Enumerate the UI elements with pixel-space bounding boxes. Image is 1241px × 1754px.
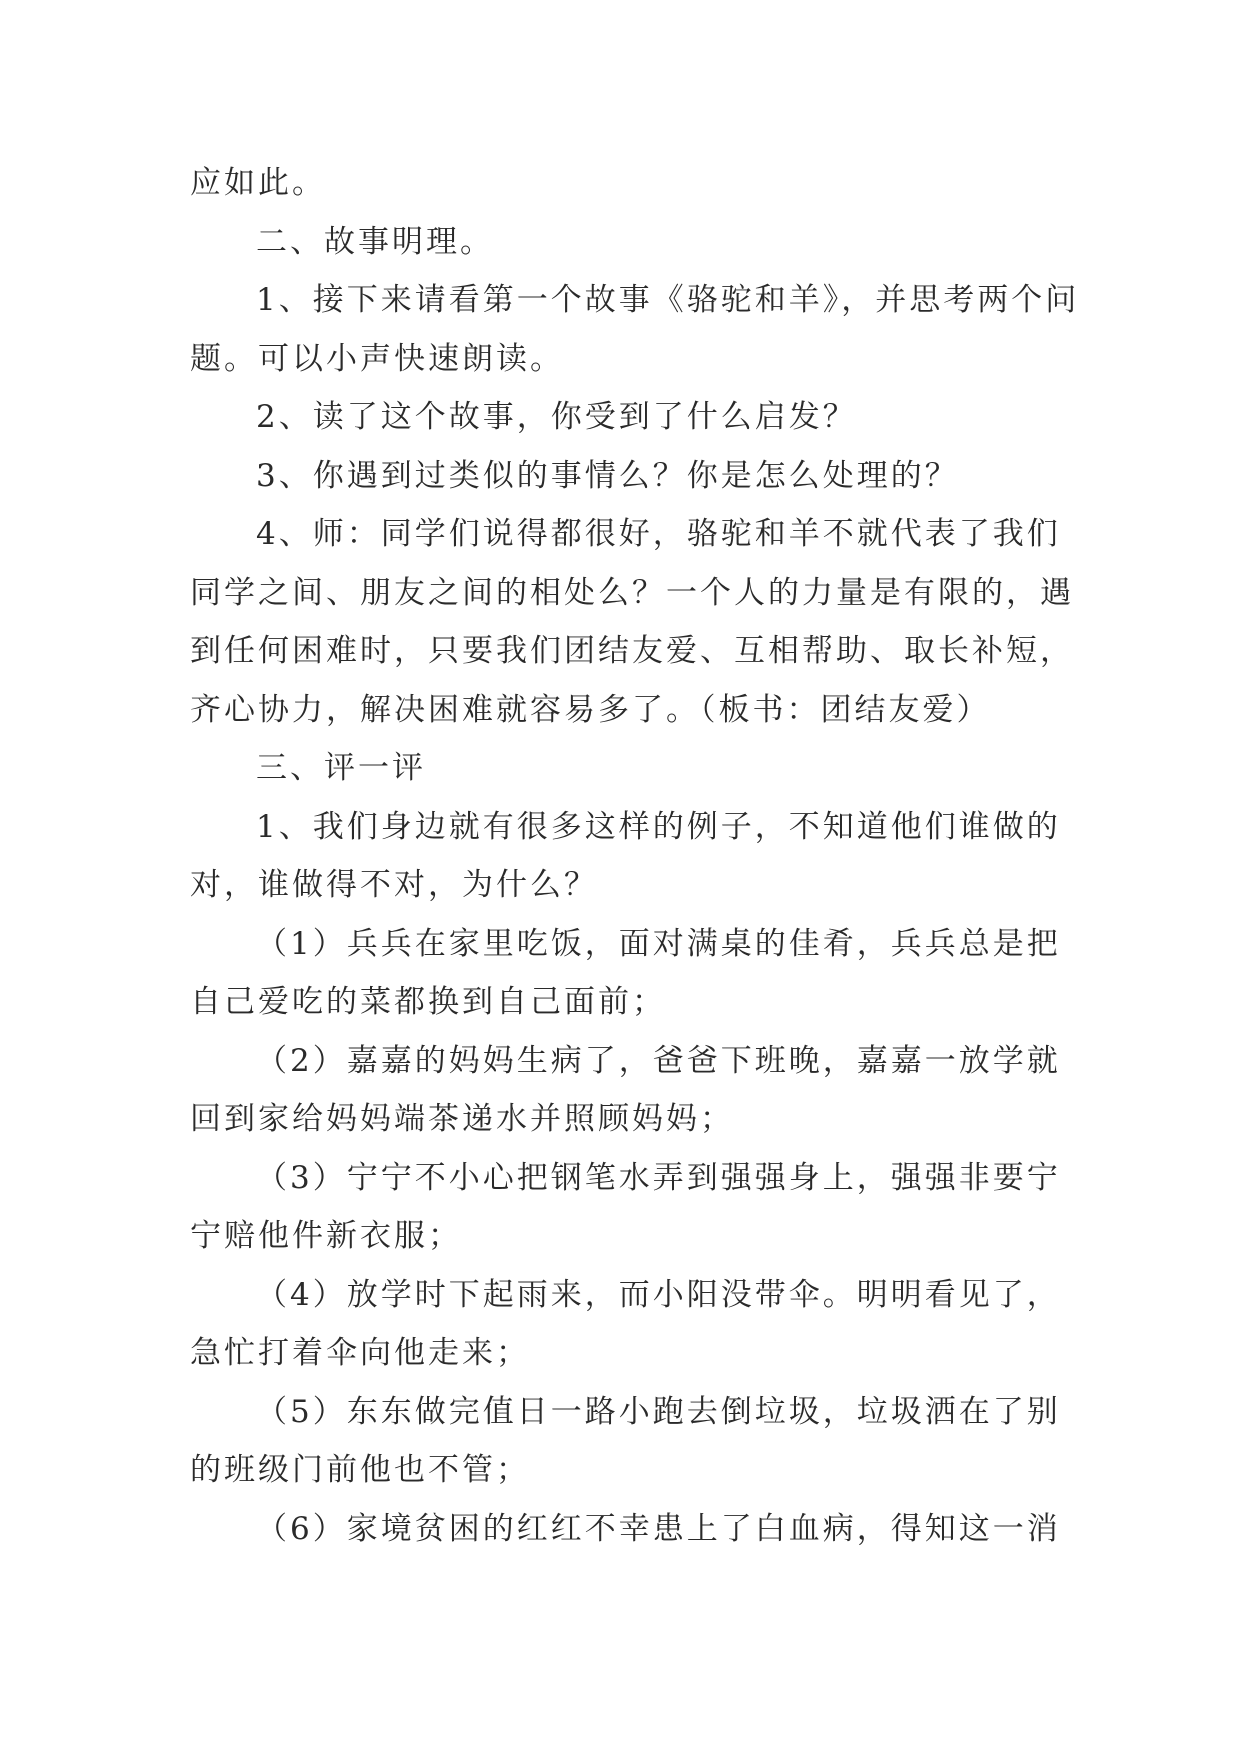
section-heading-story: 二、故事明理。 bbox=[256, 223, 494, 260]
text-line: 回到家给妈妈端茶递水并照顾妈妈； bbox=[190, 1101, 734, 1137]
document-body bbox=[190, 154, 1080, 1558]
text-line: 题。可以小声快速朗读。 bbox=[190, 340, 564, 377]
text-line: 的班级门前他也不管； bbox=[190, 1452, 530, 1488]
text-line: 应如此。 bbox=[190, 165, 326, 201]
text-line: （1）兵兵在家里吃饭，面对满桌的佳肴，兵兵总是把 bbox=[256, 925, 1061, 962]
text-line: 对，谁做得不对，为什么？ bbox=[190, 867, 598, 903]
text-line: （6）家境贫困的红红不幸患上了白血病，得知这一消 bbox=[256, 1510, 1061, 1547]
text-line: 到任何困难时，只要我们团结友爱、互相帮助、取长补短， bbox=[190, 633, 1074, 669]
text-line: 2、读了这个故事，你受到了什么启发？ bbox=[256, 399, 857, 435]
text-line: 急忙打着伞向他走来； bbox=[190, 1335, 530, 1371]
section-heading-evaluate: 三、评一评 bbox=[256, 750, 426, 786]
text-line: （4）放学时下起雨来，而小阳没带伞。明明看见了， bbox=[256, 1276, 1061, 1313]
text-line: 3、你遇到过类似的事情么？你是怎么处理的？ bbox=[256, 457, 959, 494]
text-line: （5）东东做完值日一路小跑去倒垃圾，垃圾洒在了别 bbox=[256, 1393, 1061, 1430]
text-line: 1、我们身边就有很多这样的例子，不知道他们谁做的 bbox=[256, 808, 1061, 845]
text-line: 宁赔他件新衣服； bbox=[190, 1218, 462, 1254]
text-line: （2）嘉嘉的妈妈生病了，爸爸下班晚，嘉嘉一放学就 bbox=[256, 1042, 1061, 1079]
text-line: 自己爱吃的菜都换到自己面前； bbox=[190, 984, 666, 1020]
text-line: 同学之间、朋友之间的相处么？一个人的力量是有限的，遇 bbox=[190, 574, 1074, 611]
text-line: 1、接下来请看第一个故事《骆驼和羊》，并思考两个问 bbox=[256, 282, 1080, 318]
text-line: （3）宁宁不小心把钢笔水弄到强强身上，强强非要宁 bbox=[256, 1159, 1061, 1196]
text-line: 齐心协力，解决困难就容易多了。（板书：团结友爱） bbox=[190, 691, 991, 728]
text-line: 4、师：同学们说得都很好，骆驼和羊不就代表了我们 bbox=[256, 516, 1061, 552]
